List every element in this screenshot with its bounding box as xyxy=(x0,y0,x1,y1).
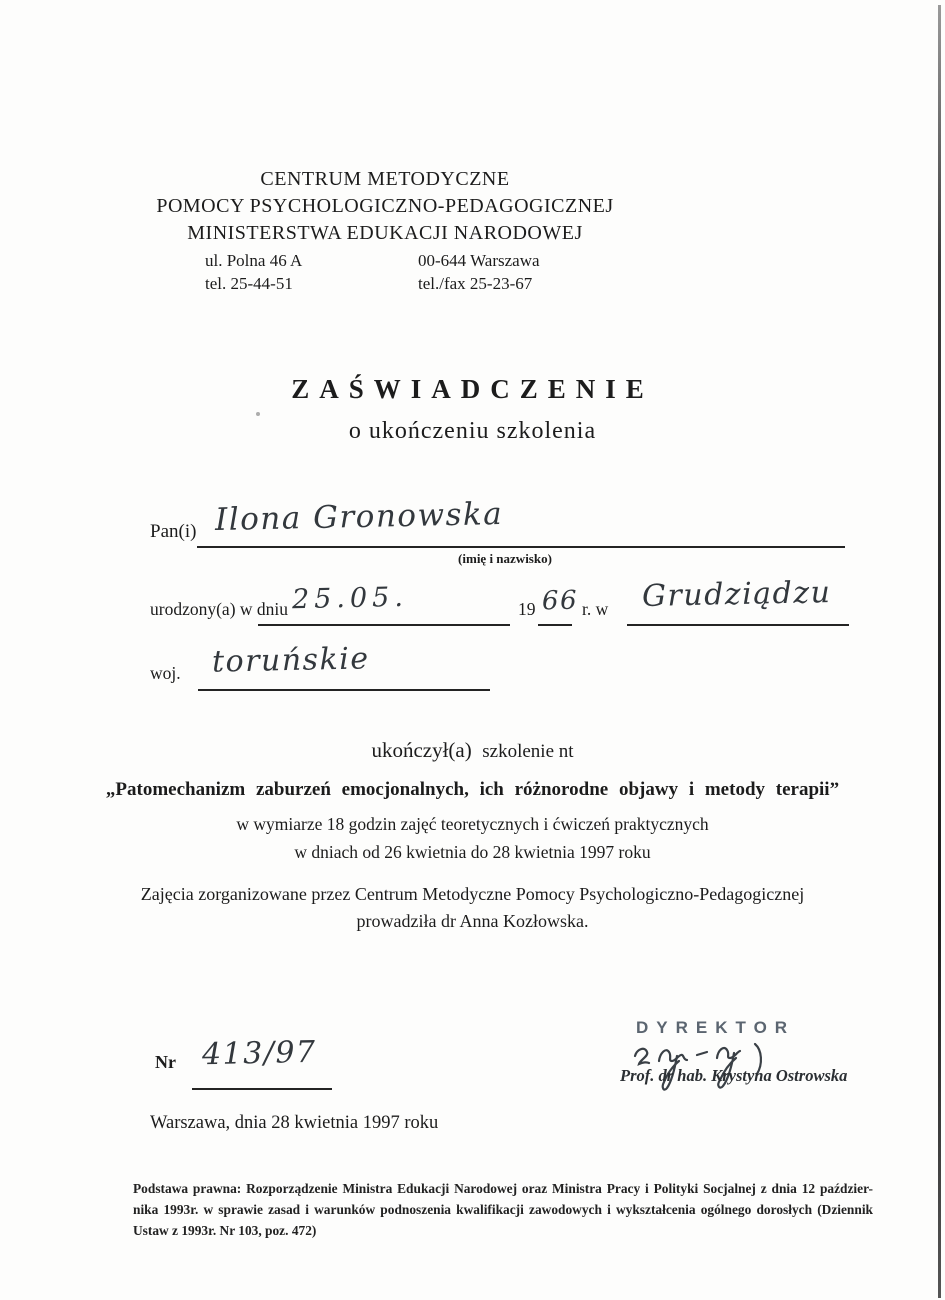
course-title-line: „Patomechanizm zaburzeń emocjonalnych, ich różnorodne objawy i metody terapii” xyxy=(105,779,840,800)
completed-rest: szkolenie nt xyxy=(482,741,574,762)
letterhead-fax: tel./fax 25-23-67 xyxy=(418,274,533,293)
legal-basis xyxy=(133,1178,873,1241)
scan-edge-artifact xyxy=(938,5,941,1298)
legal-basis-line-3: Ustaw z 1993r. Nr 103, poz. 472) xyxy=(133,1223,317,1238)
year-prefix: 19 xyxy=(518,599,536,619)
signature-scribble xyxy=(625,1034,810,1096)
scan-dot-artifact xyxy=(256,412,260,416)
letterhead-address-left xyxy=(205,249,302,295)
document-subtitle: o ukończeniu szkolenia xyxy=(348,418,597,444)
certificate-number-label: Nr xyxy=(155,1052,176,1072)
name-underline xyxy=(197,546,845,548)
leader-line: prowadziła dr Anna Kozłowska. xyxy=(356,911,589,931)
legal-basis-line-1: Podstawa prawna: Rozporządzenie Ministra Edukacji Narodowej oraz Ministra Pracy i Polityki Socjalnej z dnia 12 paździer- xyxy=(133,1181,873,1196)
completed-line xyxy=(0,738,945,763)
name-caption: (imię i nazwisko) xyxy=(458,551,552,566)
letterhead-org-line-2: POMOCY PSYCHOLOGICZNO-PEDAGOGICZNEJ xyxy=(156,195,614,217)
organizer-line: Zajęcia zorganizowane przez Centrum Metodyczne Pomocy Psychologiczno-Pedagogicznej xyxy=(140,884,805,904)
director-title: DYREKTOR xyxy=(636,1018,796,1037)
letterhead-city: 00-644 Warszawa xyxy=(418,251,540,270)
letterhead xyxy=(120,166,650,247)
birth-date-handwritten-value: 25.05. xyxy=(291,581,409,616)
name-handwritten-value: Ilona Gronowska xyxy=(214,495,504,539)
year-handwritten-value: 66 xyxy=(541,585,579,617)
name-label: Pan(i) xyxy=(150,521,197,542)
birth-date-underline xyxy=(258,624,510,626)
birthplace-underline xyxy=(627,624,849,626)
certificate-number-underline xyxy=(192,1088,332,1090)
birth-label: urodzony(a) w dniu xyxy=(150,599,289,619)
director-name: Prof. dr hab. Krystyna Ostrowska xyxy=(620,1066,848,1085)
voivodeship-underline xyxy=(198,689,490,691)
year-suffix: r. w xyxy=(582,599,609,619)
dates-line: w dniach od 26 kwietnia do 28 kwietnia 1997 roku xyxy=(294,842,651,862)
hours-line: w wymiarze 18 godzin zajęć teoretycznych i ćwiczeń praktycznych xyxy=(236,814,709,834)
voivodeship-handwritten-value: toruńskie xyxy=(211,641,370,680)
completed-word: ukończył(a) xyxy=(371,738,472,762)
certificate-number-handwritten-value: 413/97 xyxy=(201,1034,317,1073)
letterhead-org-line-3: MINISTERSTWA EDUKACJI NARODOWEJ xyxy=(187,222,583,244)
place-date-line: Warszawa, dnia 28 kwietnia 1997 roku xyxy=(150,1113,439,1133)
voivodeship-label: woj. xyxy=(150,663,181,683)
year-underline xyxy=(538,624,572,626)
letterhead-phone: tel. 25-44-51 xyxy=(205,274,293,293)
legal-basis-line-2: nika 1993r. w sprawie zasad i warunków podnoszenia kwalifikacji zawodowych i wykształcenia ogólnego dorosłych (Dziennik xyxy=(133,1202,873,1217)
document-title: ZAŚWIADCZENIE xyxy=(291,374,654,404)
letterhead-address-right xyxy=(418,249,540,295)
letterhead-org-line-1: CENTRUM METODYCZNE xyxy=(260,168,510,190)
letterhead-street: ul. Polna 46 A xyxy=(205,251,303,270)
birthplace-handwritten-value: Grudziądzu xyxy=(641,575,832,614)
